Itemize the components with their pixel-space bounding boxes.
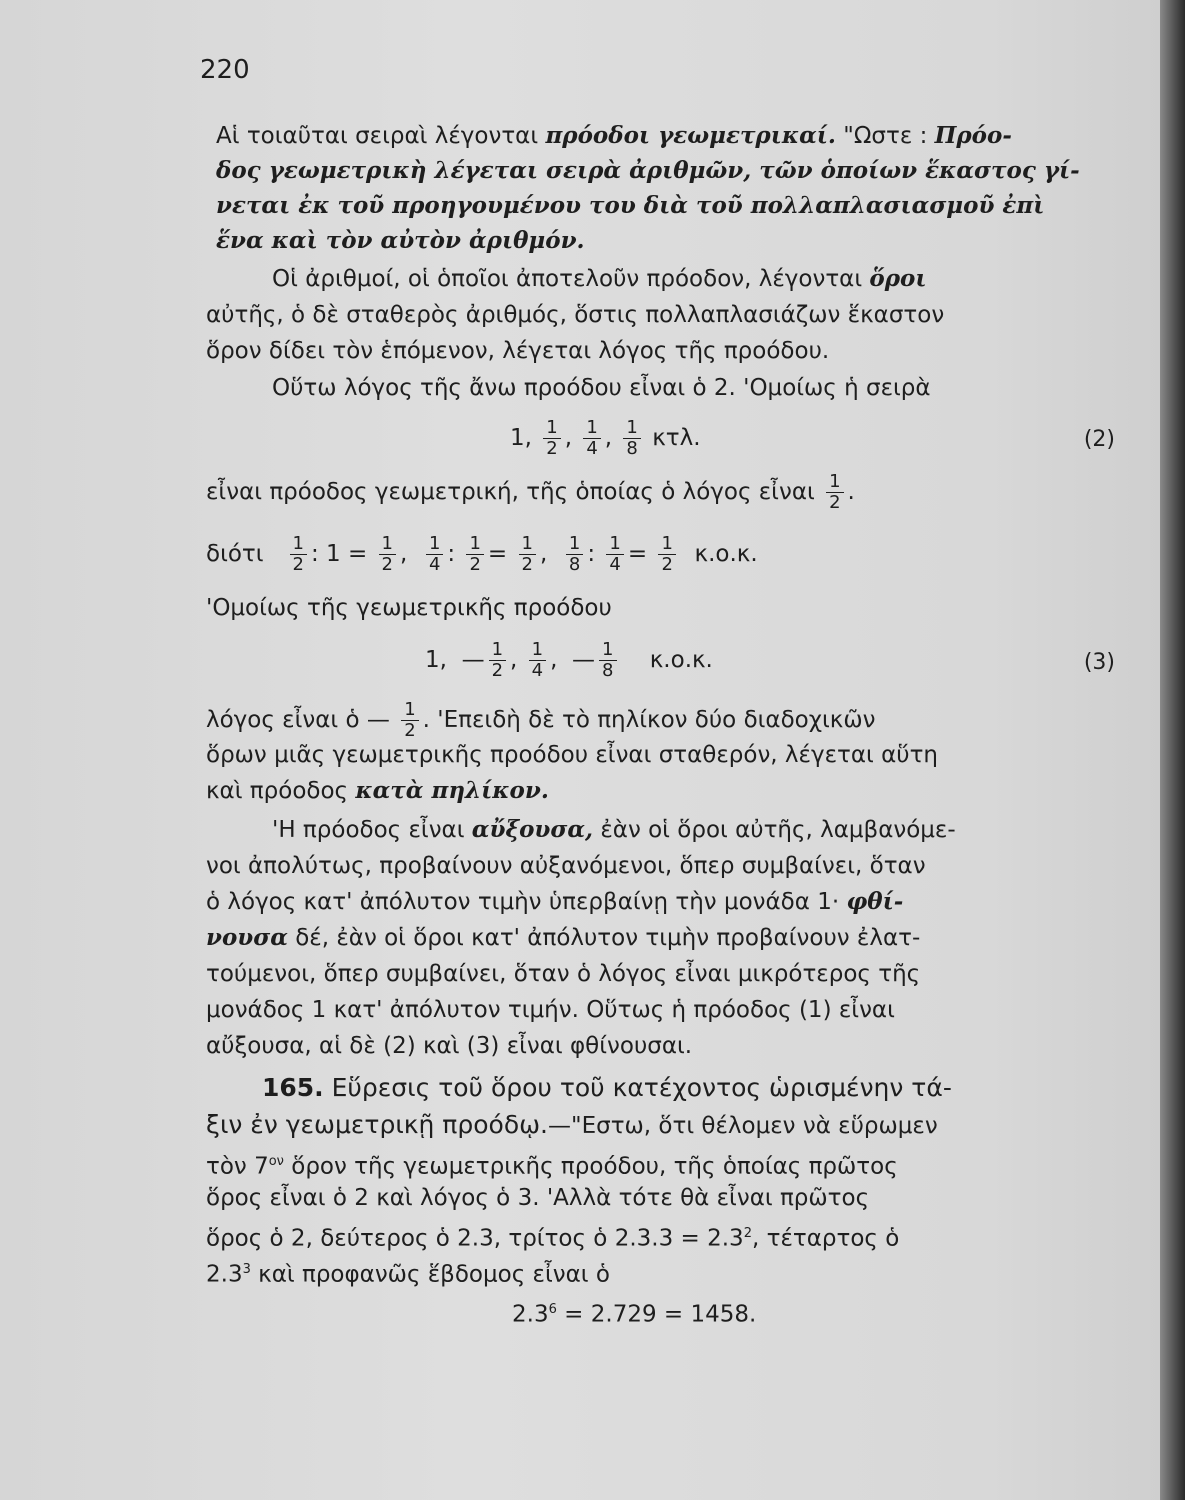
quotient-line-3: καὶ πρόοδος κατὰ πηλίκον.: [206, 777, 549, 804]
similarly-line: 'Ομοίως τῆς γεωμετρικῆς προόδου: [206, 595, 612, 621]
ratio-statement: εἶναι πρόοδος γεωμετρική, τῆς ὁποίας ὁ λόγος εἶναι $\frac{1}{2}$ .: [206, 471, 855, 513]
series-2: 1, $\frac{1}{2}$ , $\frac{1}{4}$ , $\frac{1}{8}$ κτλ.: [510, 417, 701, 459]
definition-line-1: Αἱ τοιαῦται σειραὶ λέγονται πρόοδοι γεωμετρικαί. "Ωστε : Πρόο-: [216, 122, 1012, 149]
increasing-line-7: αὔξουσα, αἱ δὲ (2) καὶ (3) εἶναι φθίνουσαι.: [206, 1033, 693, 1059]
increasing-line-1: 'Η πρόοδος εἶναι αὔξουσα, ἐὰν οἱ ὅροι αὐτῆς, λαμβανόμε-: [272, 816, 956, 843]
section-line-3: τὸν $7^{o\nu}$ ὅρον τῆς γεωμετρικῆς προόδου, τῆς ὁποίας πρῶτος: [206, 1153, 898, 1180]
equation-label-2: (2): [1083, 427, 1115, 452]
series-3: 1, — $\frac{1}{2}$ , $\frac{1}{4}$ , — $\frac{1}{8}$ κ.ο.κ.: [425, 639, 713, 681]
proof-line: διότι $\frac{1}{2}$ : 1 = $\frac{1}{2}$ , $\frac{1}{4}$ : $\frac{1}{2}$ = $\frac{1}{2}$ , $\frac{1}{8}$ : $\frac{1}{4}$ = $\frac{1}{2}$ κ.ο.κ.: [206, 533, 758, 575]
ratio-line: Οὕτω λόγος τῆς ἄνω προόδου εἶναι ὁ 2. 'Ομοίως ἡ σειρὰ: [272, 375, 931, 401]
section-line-5: ὅρος ὁ 2, δεύτερος ὁ 2.3, τρίτος ὁ $2.3.3 = 2.3^2$, τέταρτος ὁ: [206, 1225, 900, 1252]
page-number: 220: [200, 55, 250, 85]
fraction-1-2: $\frac{1}{2}$: [543, 418, 560, 459]
quotient-line-2: ὅρων μιᾶς γεωμετρικῆς προόδου εἶναι σταθερόν, λέγεται αὕτη: [206, 742, 939, 768]
definition-line-3: νεται ἐκ τοῦ προηγουμένου του διὰ τοῦ πολλαπλασιασμοῦ ἐπὶ: [216, 192, 1045, 219]
terms-line-2: αὐτῆς, ὁ δὲ σταθερὸς ἀριθμός, ὅστις πολλαπλασιάζων ἕκαστον: [206, 302, 945, 328]
increasing-line-4: νουσα δέ, ἐὰν οἱ ὅροι κατ' ἀπόλυτον τιμὴν προβαίνουν ἐλατ-: [206, 924, 921, 951]
section-line-4: ὅρος εἶναι ὁ 2 καὶ λόγος ὁ 3. 'Αλλὰ τότε θὰ εἶναι πρῶτος: [206, 1185, 870, 1211]
definition-line-4: ἕνα καὶ τὸν αὐτὸν ἀριθμόν.: [216, 227, 585, 254]
increasing-line-5: τούμενοι, ὅπερ συμβαίνει, ὅταν ὁ λόγος εἶναι μικρότερος τῆς: [206, 961, 921, 987]
increasing-line-3: ὁ λόγος κατ' ἀπόλυτον τιμὴν ὑπερβαίνῃ τὴν μονάδα 1· φθί-: [206, 888, 904, 915]
definition-line-2: δος γεωμετρικὴ λέγεται σειρὰ ἀριθμῶν, τῶν ὁποίων ἕκαστος γί-: [216, 157, 1080, 184]
increasing-line-2: νοι ἀπολύτως, προβαίνουν αὐξανόμενοι, ὅπερ συμβαίνει, ὅταν: [206, 853, 926, 879]
page-edge: [1160, 0, 1185, 1500]
fraction-half: $\frac{1}{2}$: [826, 472, 843, 513]
increasing-line-6: μονάδος 1 κατ' ἀπόλυτον τιμήν. Οὕτως ἡ πρόοδος (1) εἶναι: [206, 997, 895, 1023]
final-formula: $2.3^6 = 2.729 = 1458$.: [512, 1301, 757, 1328]
section-line-6: $2.3^3$ καὶ προφανῶς ἕβδομος εἶναι ὁ: [206, 1261, 610, 1288]
section-heading-1: 165. Εὕρεσις τοῦ ὅρου τοῦ κατέχοντος ὡρισμένην τά-: [262, 1073, 952, 1102]
equation-label-3: (3): [1083, 650, 1115, 675]
fraction-1-4: $\frac{1}{4}$: [583, 418, 600, 459]
quotient-line-1: λόγος εἶναι ὁ — $\frac{1}{2}$ . 'Επειδὴ δὲ τὸ πηλίκον δύο διαδοχικῶν: [206, 699, 876, 741]
terms-line-1: Οἱ ἀριθμοί, οἱ ὁποῖοι ἀποτελοῦν πρόοδον, λέγονται ὅροι: [272, 265, 927, 292]
terms-line-3: ὅρον δίδει τὸν ἑπόμενον, λέγεται λόγος τῆς προόδου.: [206, 338, 830, 364]
fraction-1-8: $\frac{1}{8}$: [623, 418, 640, 459]
section-line-2: ξιν ἐν γεωμετρικῇ προόδῳ.—"Εστω, ὅτι θέλομεν νὰ εὕρωμεν: [206, 1110, 938, 1139]
